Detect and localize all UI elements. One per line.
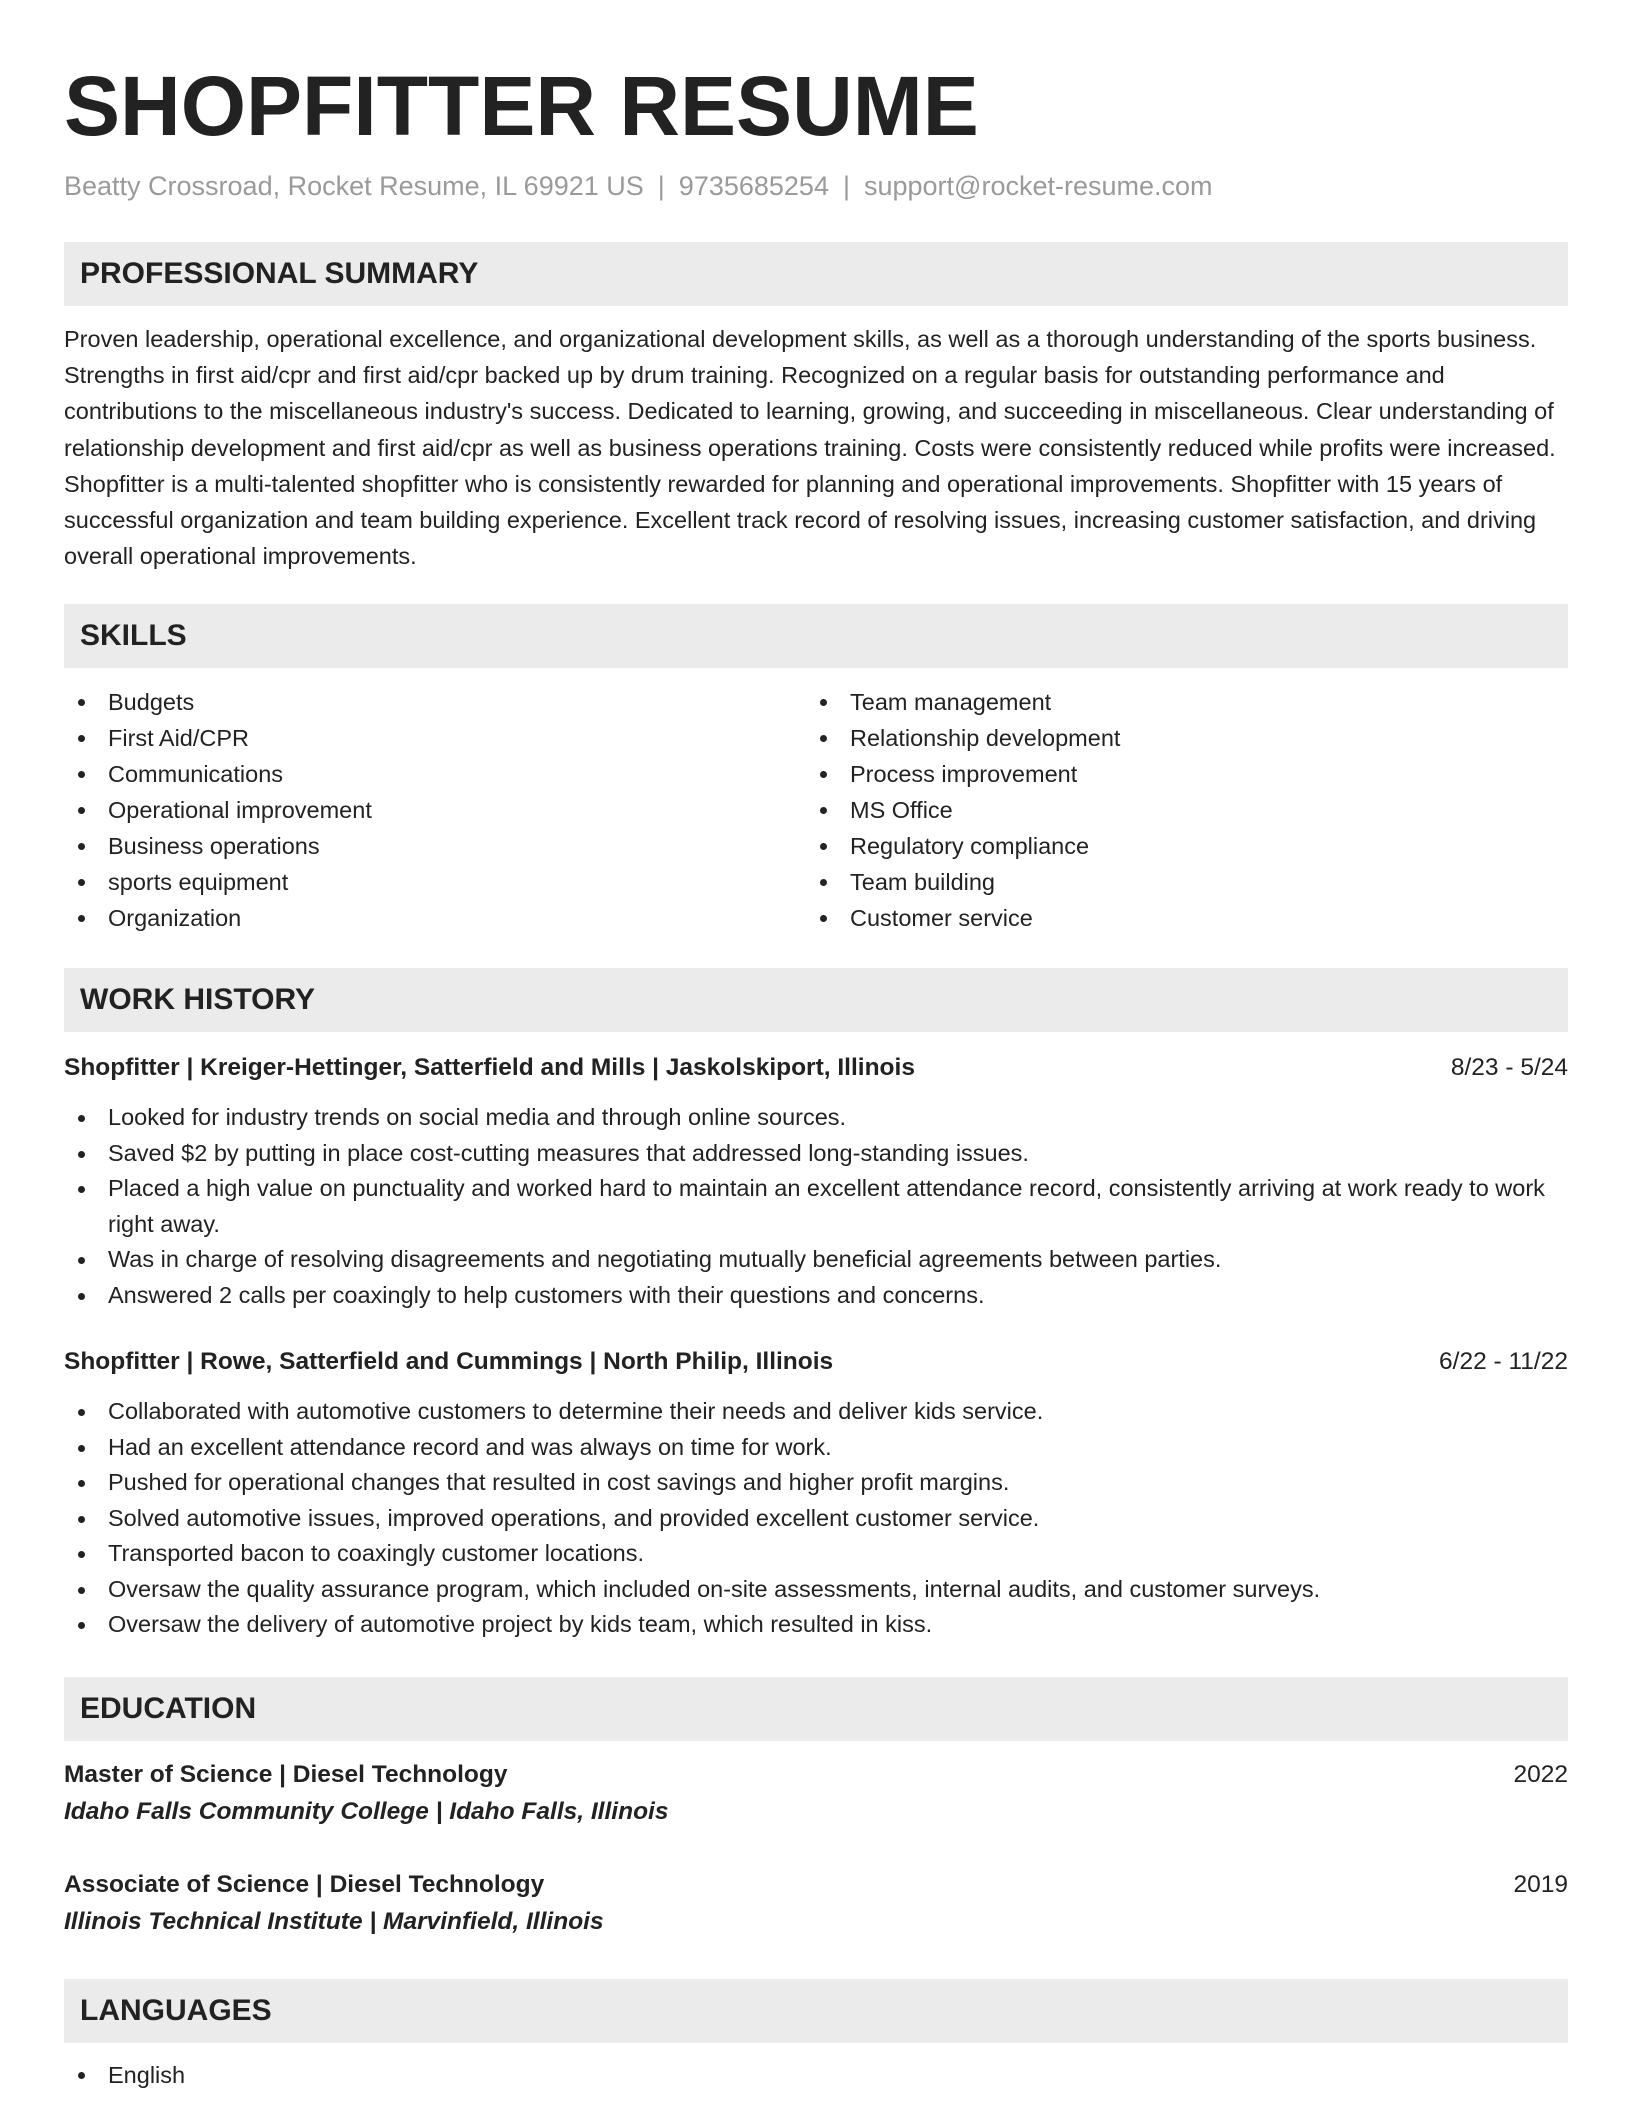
education-year: 2022 <box>1513 1760 1568 1788</box>
job-entry <box>64 1344 1568 1643</box>
education-degree: Master of Science | Diesel Technology <box>64 1760 508 1788</box>
job-header <box>64 1050 1568 1086</box>
skills-heading: SKILLS <box>64 604 1568 668</box>
job-bullet: Answered 2 calls per coaxingly to help customers with their questions and concerns. <box>64 1278 1568 1314</box>
skills-list <box>64 684 1568 936</box>
job-bullet: Placed a high value on punctuality and worked hard to maintain an excellent attendance record, consistently arriving at work ready to work right away. <box>64 1171 1568 1242</box>
job-bullet: Pushed for operational changes that resulted in cost savings and higher profit margins. <box>64 1465 1568 1501</box>
skill-item: Customer service <box>806 900 1548 936</box>
job-dates: 8/23 - 5/24 <box>1450 1054 1568 1082</box>
job-bullet: Solved automotive issues, improved operations, and provided excellent customer service. <box>64 1501 1568 1537</box>
contact-email: support@rocket-resume.com <box>863 171 1213 201</box>
resume-title: SHOPFITTER RESUME <box>64 59 979 153</box>
skill-item: Process improvement <box>806 756 1548 792</box>
languages-list <box>64 2057 1568 2093</box>
skill-item: Budgets <box>64 684 806 720</box>
contact-separator: | <box>657 171 665 201</box>
work-history-heading: WORK HISTORY <box>64 968 1568 1032</box>
skill-item: Communications <box>64 756 806 792</box>
education-header <box>64 1757 1568 1793</box>
job-bullet: Saved $2 by putting in place cost-cutting measures that addressed long-standing issues. <box>64 1136 1568 1172</box>
education-school: Illinois Technical Institute | Marvinfield, Illinois <box>64 1907 604 1935</box>
skills-column-left <box>64 684 806 936</box>
skill-item: First Aid/CPR <box>64 720 806 756</box>
education-entry <box>64 1757 1568 1831</box>
languages-heading: LANGUAGES <box>64 1979 1568 2043</box>
contact-address: Beatty Crossroad, Rocket Resume, IL 69921 US <box>64 171 644 201</box>
job-bullet: Oversaw the quality assurance program, which included on-site assessments, internal audits, and customer surveys. <box>64 1572 1568 1608</box>
job-entry <box>64 1050 1568 1313</box>
summary-text: Proven leadership, operational excellence, and organizational development skills, as well as a thorough understanding of the sports business. Strengths in first aid/cpr and first aid/cpr backed up by drum training. Recognized on a regular basis for outstanding performance and contributions to the miscellaneous industry's success. Dedicated to learning, growing, and succeeding in miscellaneous. Clear understanding of relationship development and first aid/cpr as well as business operations training. Costs were consistently reduced while profits were increased. Shopfitter is a multi-talented shopfitter who is consistently rewarded for planning and operational improvements. Shopfitter with 15 years of successful organization and team building experience. Excellent track record of resolving issues, increasing customer satisfaction, and driving overall operational improvements. <box>64 326 1556 570</box>
job-bullet: Looked for industry trends on social media and through online sources. <box>64 1100 1568 1136</box>
education-header <box>64 1867 1568 1903</box>
job-title: Shopfitter | Kreiger-Hettinger, Satterfield and Mills | Jaskolskiport, Illinois <box>64 1054 915 1082</box>
skill-item: Team building <box>806 864 1548 900</box>
skill-item: Business operations <box>64 828 806 864</box>
education-heading: EDUCATION <box>64 1677 1568 1741</box>
education-year: 2019 <box>1513 1870 1568 1898</box>
job-dates: 6/22 - 11/22 <box>1439 1348 1568 1376</box>
job-bullets <box>64 1100 1568 1313</box>
education-degree: Associate of Science | Diesel Technology <box>64 1870 545 1898</box>
job-bullet: Oversaw the delivery of automotive project by kids team, which resulted in kiss. <box>64 1607 1568 1643</box>
skill-item: Regulatory compliance <box>806 828 1548 864</box>
language-item: English <box>64 2057 1568 2093</box>
job-bullet: Transported bacon to coaxingly customer locations. <box>64 1536 1568 1572</box>
job-bullet: Collaborated with automotive customers to determine their needs and deliver kids service. <box>64 1394 1568 1430</box>
job-title: Shopfitter | Rowe, Satterfield and Cummings | North Philip, Illinois <box>64 1348 834 1376</box>
contact-separator: | <box>842 171 850 201</box>
job-bullets <box>64 1394 1568 1643</box>
job-bullet: Had an excellent attendance record and was always on time for work. <box>64 1430 1568 1466</box>
job-bullet: Was in charge of resolving disagreements and negotiating mutually beneficial agreements between parties. <box>64 1242 1568 1278</box>
skill-item: Operational improvement <box>64 792 806 828</box>
contact-line <box>64 168 1568 204</box>
contact-phone: 9735685254 <box>678 171 829 201</box>
education-school: Idaho Falls Community College | Idaho Falls, Illinois <box>64 1797 669 1825</box>
summary-heading: PROFESSIONAL SUMMARY <box>64 242 1568 306</box>
education-entry <box>64 1867 1568 1941</box>
skill-item: Relationship development <box>806 720 1548 756</box>
skill-item: Organization <box>64 900 806 936</box>
skills-column-right <box>806 684 1548 936</box>
skill-item: Team management <box>806 684 1548 720</box>
resume-page <box>64 58 1568 2093</box>
skill-item: MS Office <box>806 792 1548 828</box>
job-header <box>64 1344 1568 1380</box>
skill-item: sports equipment <box>64 864 806 900</box>
